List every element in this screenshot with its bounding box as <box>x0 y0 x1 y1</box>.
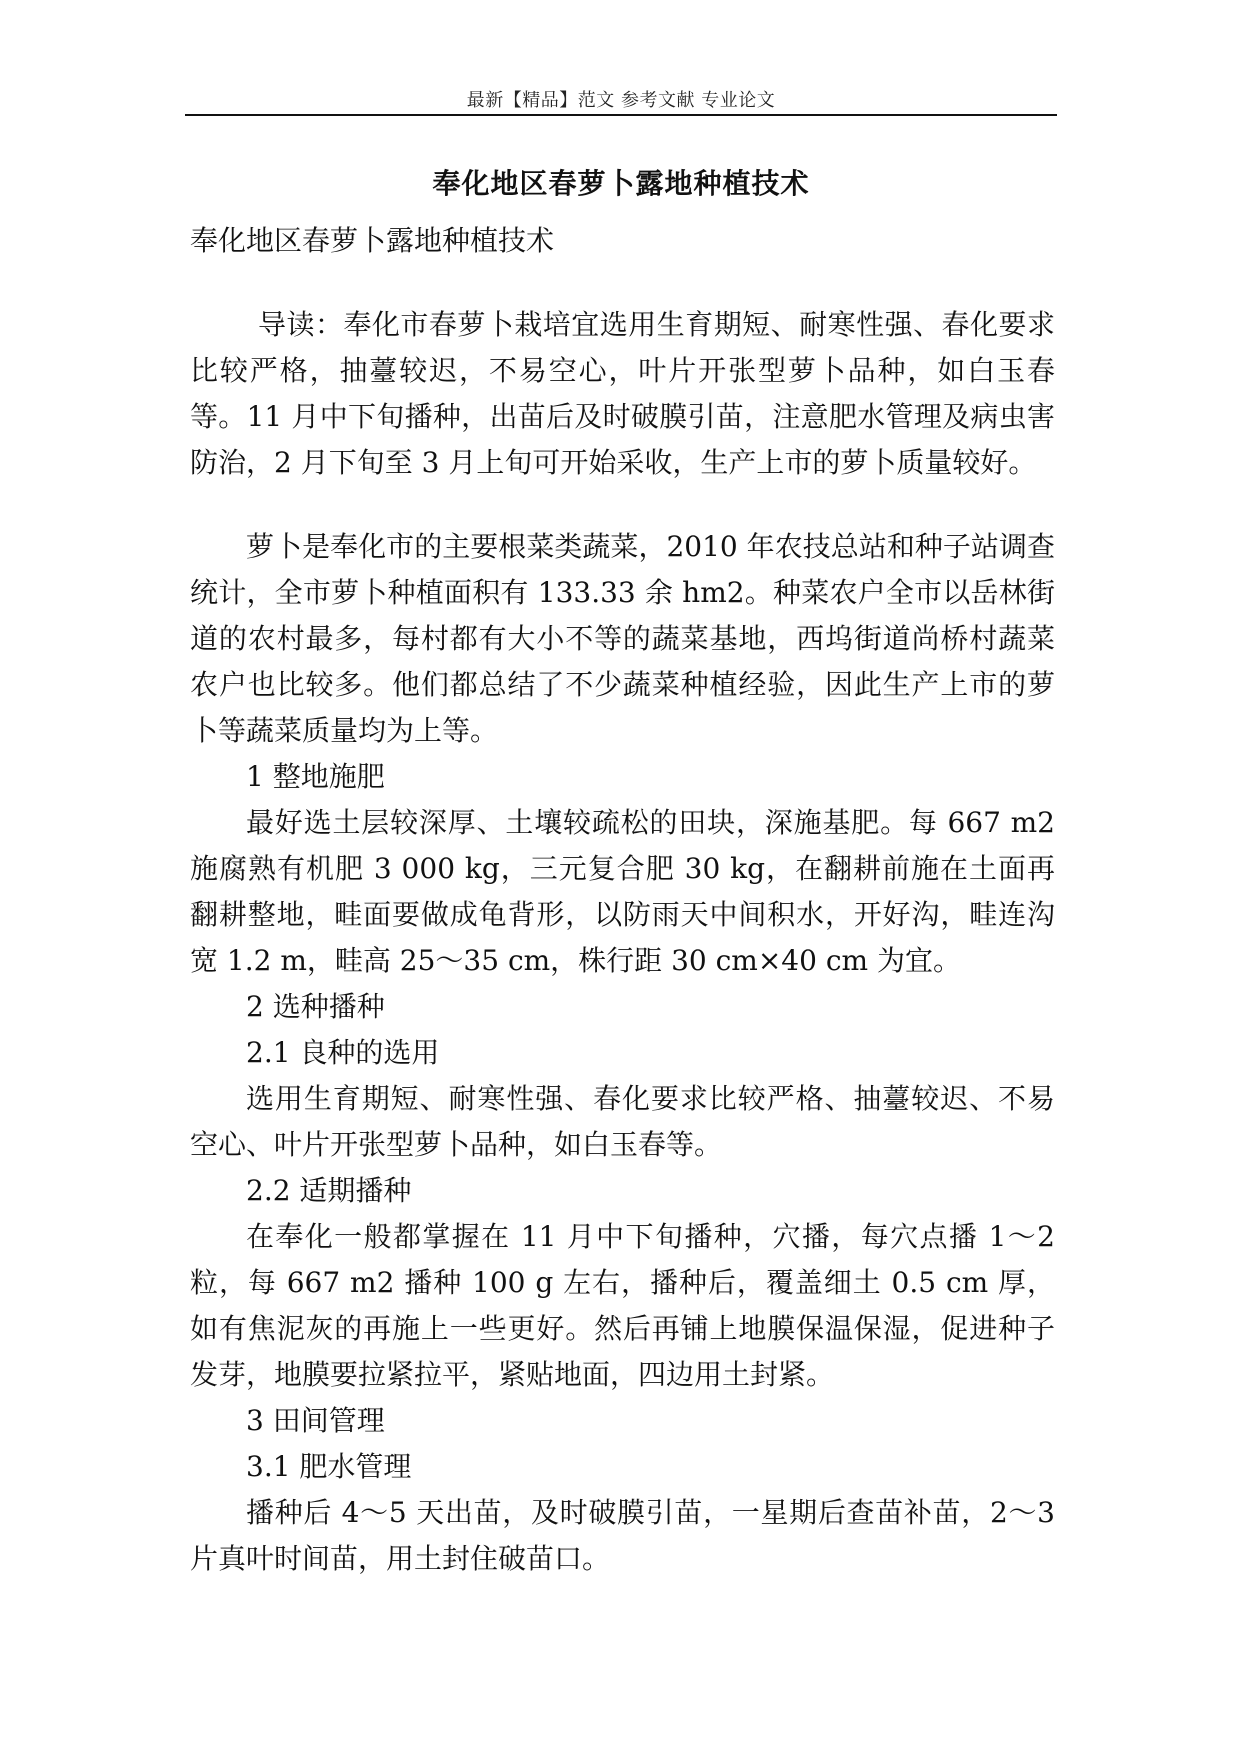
section-heading: 2 选种播种 <box>246 990 385 1023</box>
body-paragraph: 最好选土层较深厚、土壤较疏松的田块，深施基肥。每 667 m2 施腐熟有机肥 3 000 kg，三元复合肥 30 kg，在翻耕前施在土面再翻耕整地，畦面要做成龟背形，以防雨天中间积水，开好沟，畦连沟宽 1.2 m，畦高 25～35 cm，株行距 30 cm×40 cm 为宜。 <box>190 806 1055 977</box>
subsection-heading: 2.2 适期播种 <box>246 1174 412 1207</box>
page-header: 最新【精品】范文 参考文献 专业论文 <box>466 90 776 111</box>
document-subtitle: 奉化地区春萝卜露地种植技术 <box>190 224 555 257</box>
subsection-heading: 3.1 肥水管理 <box>246 1450 412 1483</box>
section-heading: 1 整地施肥 <box>246 760 385 793</box>
intro-paragraph: 导读：奉化市春萝卜栽培宜选用生育期短、耐寒性强、春化要求比较严格，抽薹较迟，不易空心，叶片开张型萝卜品种，如白玉春等。11 月中下旬播种，出苗后及时破膜引苗，注意肥水管理及病虫害防治，2 月下旬至 3 月上旬可开始采收，生产上市的萝卜质量较好。 <box>190 308 1055 479</box>
subsection-heading: 2.1 良种的选用 <box>246 1036 440 1069</box>
document-body <box>190 218 1055 1582</box>
document-title: 奉化地区春萝卜露地种植技术 <box>432 167 810 200</box>
section-heading: 3 田间管理 <box>246 1404 385 1437</box>
body-paragraph: 选用生育期短、耐寒性强、春化要求比较严格、抽薹较迟、不易空心、叶片开张型萝卜品种，如白玉春等。 <box>190 1082 1055 1161</box>
body-paragraph: 萝卜是奉化市的主要根菜类蔬菜，2010 年农技总站和种子站调查统计，全市萝卜种植面积有 133.33 余 hm2。种菜农户全市以岳林街道的农村最多，每村都有大小不等的蔬菜基地，西坞街道尚桥村蔬菜农户也比较多。他们都总结了不少蔬菜种植经验，因此生产上市的萝卜等蔬菜质量均为上等。 <box>190 530 1055 747</box>
body-paragraph: 在奉化一般都掌握在 11 月中下旬播种，穴播，每穴点播 1～2 粒，每 667 m2 播种 100 g 左右，播种后，覆盖细土 0.5 cm 厚，如有焦泥灰的再施上一些更好。然后再铺上地膜保温保湿，促进种子发芽，地膜要拉紧拉平，紧贴地面，四边用土封紧。 <box>190 1220 1055 1391</box>
body-paragraph: 播种后 4～5 天出苗，及时破膜引苗，一星期后查苗补苗，2～3 片真叶时间苗，用土封住破苗口。 <box>190 1496 1055 1575</box>
header-divider <box>185 114 1057 116</box>
